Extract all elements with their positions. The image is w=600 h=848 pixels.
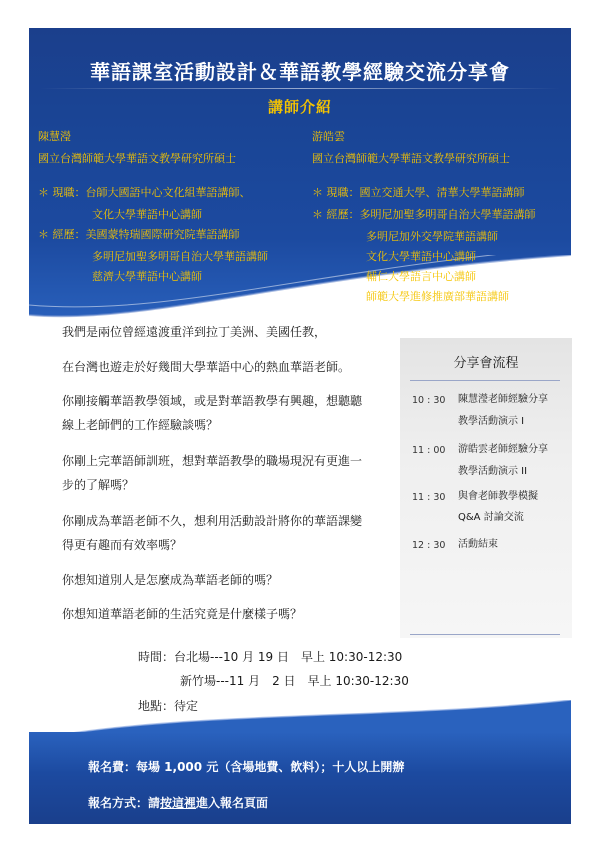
speaker-left-exp-line: 慈濟大學華語中心講師 [92, 270, 202, 283]
schedule-item: 教學活動演示 II [458, 466, 528, 477]
speaker-right-experience: ＊ 經歷：多明尼加聖多明哥自治大學華語講師 [312, 208, 536, 221]
registration-fee: 報名費：每場 1,000 元（含場地費、飲料）；十人以上開辦 [88, 760, 405, 774]
body-paragraph: 我們是兩位曾經遠渡重洋到拉丁美洲、美國任教， [62, 325, 327, 339]
speaker-right-exp-line: 輔仁大學語言中心講師 [366, 270, 476, 283]
registration-method [88, 794, 268, 811]
body-paragraph: 你剛接觸華語教學領域，或是對華語教學有興趣，想聽聽 [62, 394, 363, 408]
speaker-left-experience: ＊ 經歷：美國蒙特瑞國際研究院華語講師 [38, 228, 240, 241]
speaker-left-degree: 國立台灣師範大學華語文教學研究所碩士 [38, 152, 236, 165]
speaker-left-current: ＊ 現職：台師大國語中心文化組華語講師、 [38, 186, 251, 199]
schedule-time: 11 : 00 [412, 445, 446, 456]
schedule-item: 活動結束 [458, 539, 498, 550]
schedule-divider [410, 634, 560, 635]
body-paragraph: 你想知道華語老師的生活究竟是什麼樣子嗎？ [62, 607, 303, 621]
schedule-time: 10 : 30 [412, 395, 446, 406]
registration-method-suffix: 進入報名頁面 [196, 796, 269, 810]
body-paragraph: 在台灣也遊走於好幾間大學華語中心的熱血華語老師。 [62, 360, 351, 374]
speaker-left-current-line: 文化大學華語中心講師 [92, 208, 202, 221]
body-paragraph: 得更有趣而有效率嗎？ [62, 538, 183, 552]
speaker-right-exp-line: 多明尼加外交學院華語講師 [366, 230, 498, 243]
event-time-hsinchu: 新竹場---11 月 2 日 早上 10:30-12:30 [180, 674, 409, 688]
page-title: 華語課室活動設計＆華語教學經驗交流分享會 [90, 60, 510, 84]
speaker-left-exp-line: 多明尼加聖多明哥自治大學華語講師 [92, 250, 268, 263]
speaker-right-name: 游皓雲 [312, 130, 345, 143]
schedule-item: Q&A 討論交流 [458, 512, 524, 523]
schedule-title: 分享會流程 [453, 356, 519, 371]
registration-method-prefix: 報名方式：請 [88, 796, 161, 810]
schedule-time: 12 : 30 [412, 540, 446, 551]
event-time-taipei: 時間：台北場---10 月 19 日 早上 10:30-12:30 [138, 650, 403, 664]
speaker-right-degree: 國立台灣師範大學華語文教學研究所碩士 [312, 152, 510, 165]
event-location: 地點：待定 [138, 699, 199, 713]
speaker-left-name: 陳慧瀅 [38, 130, 71, 143]
schedule-divider [410, 380, 560, 381]
schedule-item: 游皓雲老師經驗分享 [458, 444, 548, 455]
speaker-right-exp-line: 師範大學進修推廣部華語講師 [366, 290, 509, 303]
body-paragraph: 線上老師們的工作經驗談嗎？ [62, 418, 219, 432]
speaker-right-current: ＊ 現職：國立交通大學、清華大學華語講師 [312, 186, 525, 199]
body-paragraph: 步的了解嗎？ [62, 478, 135, 492]
schedule-item: 與會老師教學模擬 [458, 491, 538, 502]
schedule-time: 11 : 30 [412, 492, 446, 503]
title-divider [40, 88, 560, 89]
schedule-item: 教學活動演示 I [458, 416, 525, 427]
body-paragraph: 你剛上完華語師訓班，想對華語教學的職場現況有更進一 [62, 454, 363, 468]
body-paragraph: 你剛成為華語老師不久，想利用活動設計將你的華語課變 [62, 514, 363, 528]
speaker-right-exp-line: 文化大學華語中心講師 [366, 250, 476, 263]
body-paragraph: 你想知道別人是怎麼成為華語老師的嗎？ [62, 573, 279, 587]
speakers-heading: 講師介紹 [267, 98, 332, 116]
signup-link[interactable]: 按這裡 [160, 796, 197, 810]
schedule-item: 陳慧瀅老師經驗分享 [458, 394, 548, 405]
